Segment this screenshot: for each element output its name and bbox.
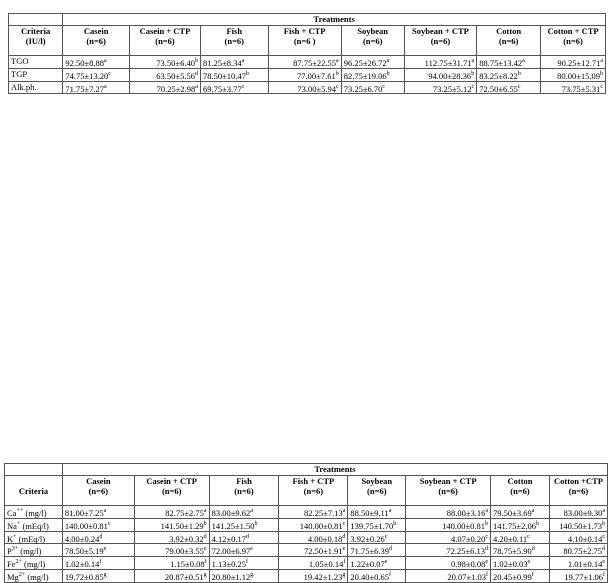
- table-cell: 73.00±5.94$^c$: [268, 81, 341, 94]
- table-cell: 140.00±0.81$^c$: [62, 518, 134, 531]
- table-row: [5, 557, 608, 570]
- table-title: Treatments: [63, 14, 606, 26]
- table-cell: 88.00±3.16$^a$: [406, 506, 491, 519]
- row-label: Na+ (mEq/l): [5, 518, 63, 531]
- table-cell: 1.13±0.25$^f$: [209, 557, 279, 570]
- table-cell: 140.00±0.81$^c$: [279, 518, 348, 531]
- table-cell: 20.07±1.03$^f$: [406, 570, 491, 583]
- column-header: Cotton (n=6): [491, 476, 550, 506]
- table-cell: 140.00±0.81$^b$: [406, 518, 491, 531]
- table-cell: 4.10±0.14$^c$: [549, 531, 607, 544]
- table-cell: 73.25±6.70$^c$: [341, 81, 404, 94]
- table-cell: 4.12±0.17$^d$: [209, 531, 279, 544]
- column-header: Fish (n=6): [200, 26, 268, 56]
- table-cell: 92.50±8.88$^a$: [63, 56, 130, 69]
- table-row: [5, 506, 608, 519]
- table-title: Treatments: [62, 464, 607, 476]
- table-corner: [9, 14, 63, 26]
- table-cell: 71.75±7.27$^a$: [63, 81, 130, 94]
- table-cell: 69.75±3.77$^c$: [200, 81, 268, 94]
- column-header: Cotton +CTP (n=6): [549, 476, 607, 506]
- table-cell: 83.00±9.30$^a$: [549, 506, 607, 519]
- table-cell: 20.87±0.51$^g$: [134, 570, 209, 583]
- table-cell: 63.50±5.56$^d$: [129, 68, 200, 81]
- table-row: [5, 570, 608, 583]
- row-label: Ca++ (mg/l): [5, 506, 63, 519]
- table-corner: [5, 464, 63, 476]
- table-cell: 20.40±0.65$^f$: [348, 570, 406, 583]
- row-label: TGP: [9, 68, 63, 81]
- table-cell: 71.75±6.39$^d$: [348, 544, 406, 557]
- table-cell: 112.75±31.71$^a$: [404, 56, 477, 69]
- table-row: [9, 68, 606, 81]
- table-cell: 4.20±0.11$^c$: [491, 531, 550, 544]
- table-cell: 87.75±22.55$^a$: [268, 56, 341, 69]
- column-header: Casein (n=6): [63, 26, 130, 56]
- table-cell: 80.75±2.75$^d$: [549, 544, 607, 557]
- table-row: [9, 56, 606, 69]
- table-cell: 19.77±1.06$^f$: [549, 570, 607, 583]
- table-cell: 78.50±5.19$^e$: [62, 544, 134, 557]
- table-cell: 83.25±8.22$^b$: [477, 68, 541, 81]
- row-label: Alk.ph.: [9, 81, 63, 94]
- table-row: [5, 544, 608, 557]
- table-cell: 78.50±10.47$^b$: [200, 68, 268, 81]
- column-header: Fish + CTP (n=6): [279, 476, 348, 506]
- table-cell: 3.92±0.32$^d$: [134, 531, 209, 544]
- table-cell: 19.42±1.23$^g$: [279, 570, 348, 583]
- table-cell: 141.25±1.50$^b$: [209, 518, 279, 531]
- table-cell: 1.01±0.14$^e$: [549, 557, 607, 570]
- table-row: [9, 81, 606, 94]
- column-header: Cotton (n=6): [477, 26, 541, 56]
- table-cell: 77.00±7.61$^b$: [268, 68, 341, 81]
- table-cell: 88.50±9.11$^a$: [348, 506, 406, 519]
- table-cell: 74.75±13.20$^c$: [63, 68, 130, 81]
- criteria-header: Criteria (IU/l): [9, 26, 63, 56]
- table-cell: 1.15±0.08$^f$: [134, 557, 209, 570]
- table-cell: 72.00±6.97$^e$: [209, 544, 279, 557]
- table-row: [5, 518, 608, 531]
- column-header: Cotton + CTP (n=6): [541, 26, 606, 56]
- table-cell: 72.50±6.55$^c$: [477, 81, 541, 94]
- column-header: Casein + CTP (n=6): [134, 476, 209, 506]
- table-row: [5, 531, 608, 544]
- table-cell: 20.80±1.12$^g$: [209, 570, 279, 583]
- column-header: Soybean + CTP (n=6): [404, 26, 477, 56]
- row-label: K+ (mEq/l): [5, 531, 63, 544]
- table-cell: 80.00±15.09$^b$: [541, 68, 606, 81]
- table-cell: 82.75±2.75$^a$: [134, 506, 209, 519]
- column-header: Soybean (n=6): [348, 476, 406, 506]
- table-cell: 70.25±2.98$^a$: [129, 81, 200, 94]
- column-header: Soybean (n=6): [341, 26, 404, 56]
- table-cell: 81.25±8.34$^a$: [200, 56, 268, 69]
- table-cell: 82.75±19.06$^b$: [341, 68, 404, 81]
- table-cell: 1.05±0.14$^f$: [279, 557, 348, 570]
- table-cell: 139.75±1.70$^b$: [348, 518, 406, 531]
- row-label: TGO: [9, 56, 63, 69]
- table-cell: 141.50±1.29$^b$: [134, 518, 209, 531]
- column-header: Casein + CTP (n=6): [129, 26, 200, 56]
- column-header: Soybean + CTP (n=6): [406, 476, 491, 506]
- table-cell: 3.92±0.26$^c$: [348, 531, 406, 544]
- table-cell: 90.25±12.71$^a$: [541, 56, 606, 69]
- table-cell: 82.25±7.13$^a$: [279, 506, 348, 519]
- table-cell: 96.25±26.72$^a$: [341, 56, 404, 69]
- table-cell: 88.75±13.42$^a$: [477, 56, 541, 69]
- table-cell: 1.22±0.07$^e$: [348, 557, 406, 570]
- table-cell: 73.75±5.31$^c$: [541, 81, 606, 94]
- table-cell: 72.25±6.13$^d$: [406, 544, 491, 557]
- table-cell: 94.00±28.36$^b$: [404, 68, 477, 81]
- column-header: Casein (n=6): [62, 476, 134, 506]
- table-cell: 4.00±0.24$^d$: [62, 531, 134, 544]
- table-cell: 79.50±3.69$^a$: [491, 506, 550, 519]
- row-label: $P^{3+}$ (mg/l): [5, 544, 63, 557]
- table-cell: 81.00±7.25$^a$: [62, 506, 134, 519]
- column-header: Fish + CTP (n=6 ): [268, 26, 341, 56]
- table-cell: 1.02±0.03$^e$: [491, 557, 550, 570]
- table-cell: 79.00±3.55$^e$: [134, 544, 209, 557]
- table-cell: 73.50±6.40$^b$: [129, 56, 200, 69]
- row-label: $Fe^{2+}$ (mg/l): [5, 557, 63, 570]
- table-cell: 4.00±0.18$^d$: [279, 531, 348, 544]
- table-cell: 20.45±0.99$^f$: [491, 570, 550, 583]
- row-label: $Mg^{2+}$ (mg/l): [5, 570, 63, 583]
- electrolytes-table: [4, 463, 608, 583]
- table-cell: 73.25±5.12$^c$: [404, 81, 477, 94]
- table-cell: 1.02±0.14$^f$: [62, 557, 134, 570]
- criteria-header: Criteria: [5, 476, 63, 506]
- table-cell: 140.50±1.73$^b$: [549, 518, 607, 531]
- table-cell: 83.00±9.62$^a$: [209, 506, 279, 519]
- liver-enzymes-table: [8, 13, 606, 94]
- column-header: Fish (n=6): [209, 476, 279, 506]
- table-cell: 4.07±0.20$^c$: [406, 531, 491, 544]
- table-cell: 78.75±5.90$^d$: [491, 544, 550, 557]
- table-cell: 72.50±1.91$^e$: [279, 544, 348, 557]
- table-cell: 19.72±0.85$^g$: [62, 570, 134, 583]
- table-cell: 0.98±0.08$^e$: [406, 557, 491, 570]
- table-cell: 141.75±2.06$^b$: [491, 518, 550, 531]
